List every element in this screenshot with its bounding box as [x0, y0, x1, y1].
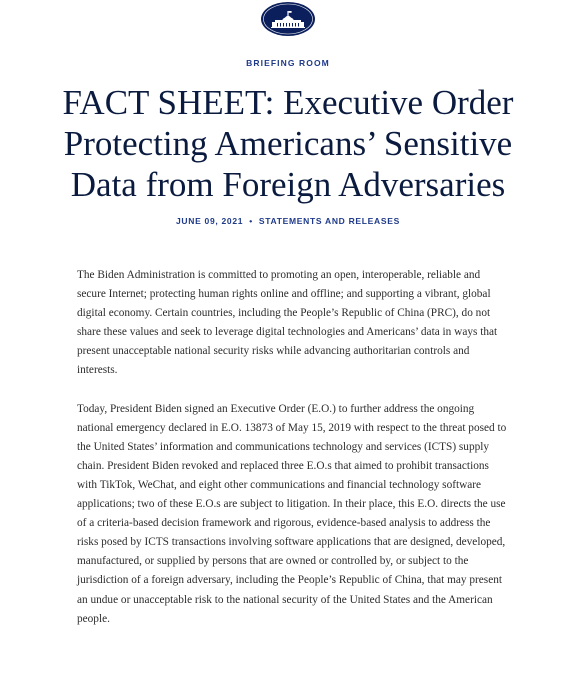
article-paragraph: The Biden Administration is committed to promoting an open, interoperable, reliable and secure Internet; protecting human rights online and offline; and supporting a vibrant, global digital economy. Certain countries, including the People’s Republic of China (PRC), do not share these values and seek to leverage digital technologies and Americans’ data in ways that present unacceptable national security risks while advancing authoritarian controls and interests. [77, 269, 498, 377]
publish-date: JUNE 09, 2021 [175, 216, 244, 226]
article-body [77, 266, 509, 648]
page-title: FACT SHEET: Executive Order Protecting Americans’ Sensitive Data from Foreign Adversaries [62, 83, 514, 204]
section-eyebrow[interactable]: BRIEFING ROOM [246, 58, 330, 68]
meta-separator: • [249, 216, 253, 226]
category-link[interactable]: STATEMENTS AND RELEASES [258, 216, 400, 226]
article-paragraph: Today, President Biden signed an Executive Order (E.O.) to further address the ongoing national emergency declared in E.O. 13873 of May 15, 2019 with respect to the threat posed to the United States’ information and communications technology and services (ICTS) supply chain. President Biden revoked and replaced three E.O.s that aimed to prohibit transactions with TikTok, WeChat, and eight other communications and financial technology software applications; two of these E.O.s are subject to litigation. In their place, this E.O. directs the use of a criteria-based decision framework and rigorous, evidence-based analysis to address the risks posed by ICTS transactions involving software applications that are designed, developed, manufactured, or supplied by persons that are owned or controlled by, or subject to the jurisdiction of a foreign adversary, including the People’s Republic of China, that may present an undue or unacceptable risk to the national security of the United States and the American people. [77, 402, 507, 625]
white-house-seal-icon[interactable] [260, 1, 316, 37]
article-meta [0, 216, 576, 226]
